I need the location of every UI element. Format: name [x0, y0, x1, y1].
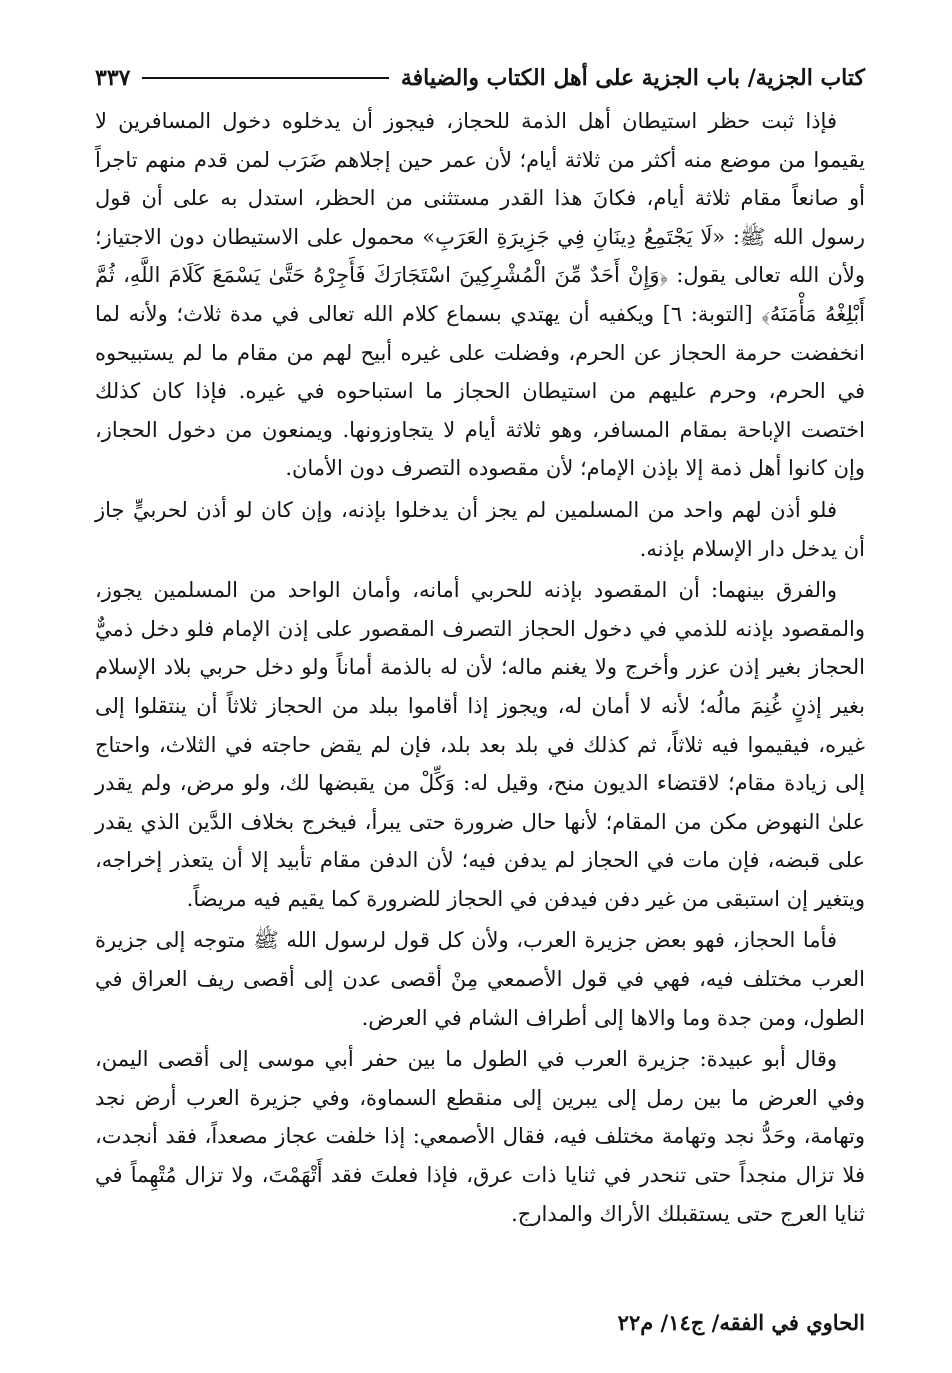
running-header [95, 58, 865, 98]
paragraph: فأما الحجاز، فهو بعض جزيرة العرب، ولأن كل قول لرسول الله ﷺ متوجه إلى جزيرة العرب مختلف فيه، فهي في قول الأصمعي مِنْ أقصى عدن إلى أقصى ريف العراق في الطول، ومن جدة وما والاها إلى أطراف الشام في العرض. [95, 928, 865, 1030]
paragraph: فلو أذن لهم واحد من المسلمين لم يجز أن يدخلوا بإذنه، وإن كان لو أذن لحربيٍّ جاز أن يدخل دار الإسلام بإذنه. [95, 497, 865, 561]
paragraph: والفرق بينهما: أن المقصود بإذنه للحربي أمانه، وأمان الواحد من المسلمين يجوز، والمقصود بإذنه للذمي في دخول الحجاز التصرف المقصور على إذن الإمام فلو دخل ذميٌّ الحجاز بغير إذن عزر وأخرج ولا يغنم ماله؛ لأن له بالذمة أماناً ولو دخل حربي بلاد الإسلام بغير إذنٍ غُنِمَ مالُه؛ لأنه لا أمان له، ويجوز إذا أقاموا ببلد من الحجاز ثلاثاً أن ينتقلوا إلى غيره، فيقيموا فيه ثلاثاً، ثم كذلك في بلد بعد بلد، فإن لم يقض حاجته في الثلاث، واحتاج إلى زيادة مقام؛ لاقتضاء الديون منح، وقيل له: وَكِّلْ من يقبضها لك، ولو مرض، ولم يقدر علىٰ النهوض مكن من المقام؛ لأنها حال ضرورة حتى يبرأ، فيخرج بخلاف الدَّين الذي يقدر على قبضه، فإن مات في الحجاز لم يدفن فيه؛ لأن الدفن مقام تأبيد إلا أن يتعذر إخراجه، ويتغير إن استبقى من غير دفن فيدفن في الحجاز للضرورة كما يقيم فيه مريضاً. [95, 578, 865, 911]
body-text [95, 102, 865, 1233]
signature-line: الحاوي في الفقه/ ج١٤/ م٢٢ [617, 1310, 865, 1335]
chapter-title: كتاب الجزية/ باب الجزية على أهل الكتاب والضيافة [400, 65, 865, 91]
paragraph: فإذا ثبت حظر استيطان أهل الذمة للحجاز، فيجوز أن يدخلوه دخول المسافرين لا يقيموا من موضع منه أكثر من ثلاثة أيام؛ لأن عمر حين إجلاهم ضَرَب لمن قدم منهم تاجراً أو صانعاً مقام ثلاثة أيام، فكانَ هذا القدر مستثنى من الحظر، استدل به على أن قول رسول الله ﷺ: «لَا يَجْتَمِعُ دِينَانِ فِي جَزِيرَةِ العَرَبِ» محمول على الاستيطان دون الاجتياز؛ ولأن الله تعالى يقول: ﴿وَإِنْ أَحَدٌ مِّنَ الْمُشْرِكِينَ اسْتَجَارَكَ فَأَجِرْهُ حَتَّىٰ يَسْمَعَ كَلَامَ اللَّهِ، ثُمَّ أَبْلِغْهُ مَأْمَنَهُ﴾ [التوبة: ٦] ويكفيه أن يهتدي بسماع كلام الله تعالى في مدة ثلاث؛ ولأنه لما انخفضت حرمة الحجاز عن الحرم، وفضلت على غيره أبيح لهم من مقام ما لم يستبيحوه في الحرم، وحرم عليهم من استيطان الحجاز ما استباحوه في غيره. فإذا كان كذلك اختصت الإباحة بمقام المسافر، وهو ثلاثة أيام لا يتجاوزونها. ويمنعون من دخول الحجاز، وإن كانوا أهل ذمة إلا بإذن الإمام؛ لأن مقصوده التصرف دون الأمان. [95, 109, 865, 481]
header-rule [142, 77, 388, 79]
paragraph: وقال أبو عبيدة: جزيرة العرب في الطول ما بين حفر أبي موسى إلى أقصى اليمن، وفي العرض ما بين رمل إلى يبرين إلى منقطع السماوة، وفي جزيرة العرب أرض نجد وتهامة، وحَدُّ نجد وتهامة مختلف فيه، فقال الأصمعي: إذا خلفت عجاز مصعداً، فقد أنجدت، فلا تزال منجداً حتى تنحدر في ثنايا ذات عرق، فإذا فعلتَ فقد أَتْهَمْتَ، ولا تزال مُتْهِماً في ثنايا العرج حتى يستقبلك الأراك والمدارج. [95, 1047, 865, 1226]
book-page [95, 58, 865, 1236]
page-number: ٣٣٧ [95, 65, 131, 91]
